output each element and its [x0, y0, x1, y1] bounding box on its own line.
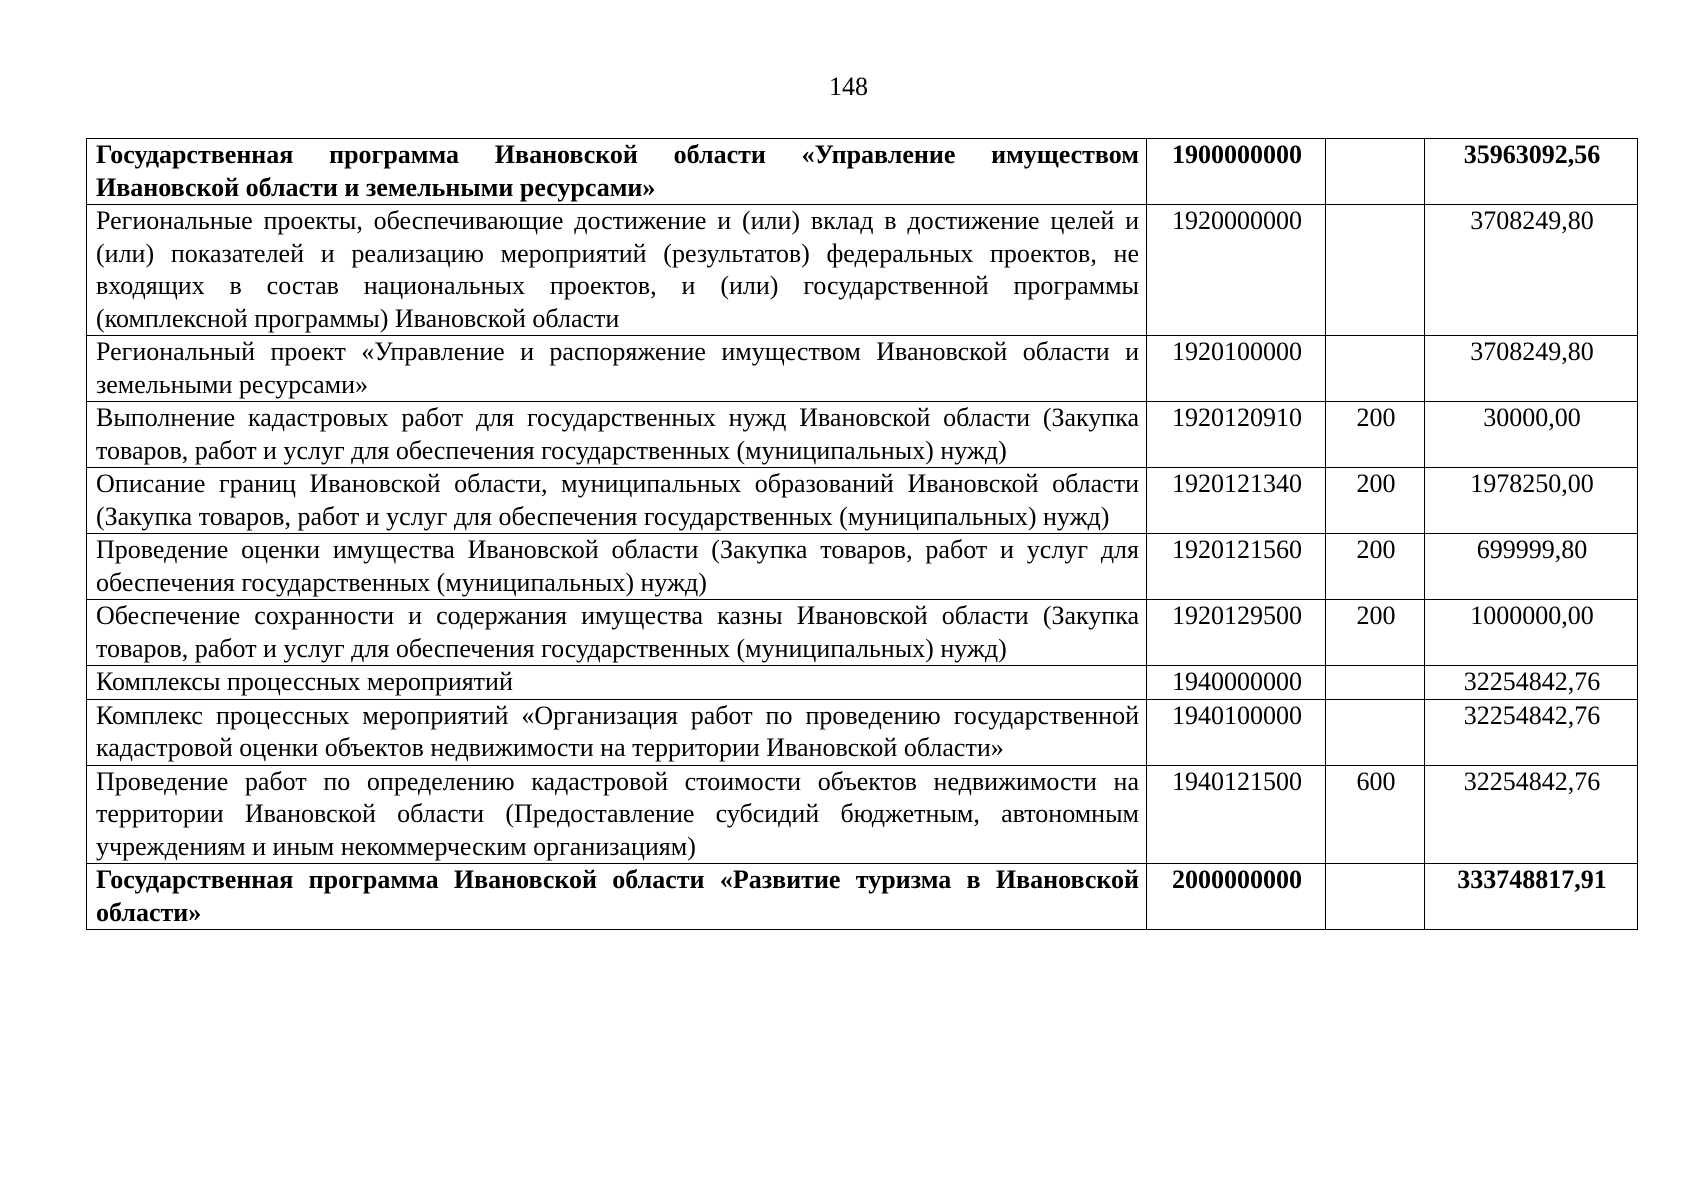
page-number: 148: [829, 72, 868, 101]
row-expense-type: 200: [1326, 600, 1425, 666]
row-expense-type: 200: [1326, 468, 1425, 534]
row-amount: 35963092,56: [1425, 139, 1638, 205]
row-target-code: 1920000000: [1147, 205, 1326, 336]
row-expense-type: [1326, 699, 1425, 765]
row-amount: 333748817,91: [1425, 864, 1638, 930]
row-expense-type: [1326, 864, 1425, 930]
row-expense-type: [1326, 205, 1425, 336]
row-expense-type: 200: [1326, 402, 1425, 468]
row-name: Проведение оценки имущества Ивановской области (Закупка товаров, работ и услуг для обеспечения государственных (муниципальных) нужд): [87, 534, 1147, 600]
row-name: Государственная программа Ивановской области «Управление имуществом Ивановской области и земельными ресурсами»: [87, 139, 1147, 205]
row-target-code: 1940000000: [1147, 666, 1326, 700]
row-name: Региональный проект «Управление и распоряжение имуществом Ивановской области и земельными ресурсами»: [87, 336, 1147, 402]
row-target-code: 1920121340: [1147, 468, 1326, 534]
row-name: Описание границ Ивановской области, муниципальных образований Ивановской области (Закупка товаров, работ и услуг для обеспечения государственных (муниципальных) нужд): [87, 468, 1147, 534]
row-name: Обеспечение сохранности и содержания имущества казны Ивановской области (Закупка товаров, работ и услуг для обеспечения государственных (муниципальных) нужд): [87, 600, 1147, 666]
row-name: Государственная программа Ивановской области «Развитие туризма в Ивановской области»: [87, 864, 1147, 930]
row-target-code: 1940121500: [1147, 765, 1326, 864]
row-target-code: 1940100000: [1147, 699, 1326, 765]
row-expense-type: 600: [1326, 765, 1425, 864]
table-row: [87, 336, 1638, 402]
row-target-code: 1920129500: [1147, 600, 1326, 666]
row-name: Комплексы процессных мероприятий: [87, 666, 1147, 700]
row-amount: 3708249,80: [1425, 336, 1638, 402]
row-amount: 1000000,00: [1425, 600, 1638, 666]
row-amount: 32254842,76: [1425, 666, 1638, 700]
budget-table: [86, 138, 1638, 930]
table-row: [87, 666, 1638, 700]
table-row: [87, 699, 1638, 765]
row-expense-type: 200: [1326, 534, 1425, 600]
row-target-code: 2000000000: [1147, 864, 1326, 930]
table-row: [87, 534, 1638, 600]
row-target-code: 1900000000: [1147, 139, 1326, 205]
row-name: Выполнение кадастровых работ для государственных нужд Ивановской области (Закупка товаров, работ и услуг для обеспечения государственных (муниципальных) нужд): [87, 402, 1147, 468]
table-row: [87, 205, 1638, 336]
row-expense-type: [1326, 336, 1425, 402]
row-name: Комплекс процессных мероприятий «Организация работ по проведению государственной кадастровой оценки объектов недвижимости на территории Ивановской области»: [87, 699, 1147, 765]
row-amount: 30000,00: [1425, 402, 1638, 468]
row-expense-type: [1326, 666, 1425, 700]
row-expense-type: [1326, 139, 1425, 205]
table-row: [87, 600, 1638, 666]
row-name: Проведение работ по определению кадастровой стоимости объектов недвижимости на территории Ивановской области (Предоставление субсидий бюджетным, автономным учреждениям и иным некоммерческим организациям): [87, 765, 1147, 864]
row-name: Региональные проекты, обеспечивающие достижение и (или) вклад в достижение целей и (или) показателей и реализацию мероприятий (результатов) федеральных проектов, не входящих в состав национальных проектов, и (или) государственной программы (комплексной программы) Ивановской области: [87, 205, 1147, 336]
row-amount: 699999,80: [1425, 534, 1638, 600]
row-amount: 1978250,00: [1425, 468, 1638, 534]
row-amount: 3708249,80: [1425, 205, 1638, 336]
table-row: [87, 402, 1638, 468]
row-amount: 32254842,76: [1425, 699, 1638, 765]
table-row: [87, 468, 1638, 534]
row-target-code: 1920121560: [1147, 534, 1326, 600]
table-row: [87, 765, 1638, 864]
row-amount: 32254842,76: [1425, 765, 1638, 864]
table-row: [87, 864, 1638, 930]
row-target-code: 1920120910: [1147, 402, 1326, 468]
table-row: [87, 139, 1638, 205]
row-target-code: 1920100000: [1147, 336, 1326, 402]
